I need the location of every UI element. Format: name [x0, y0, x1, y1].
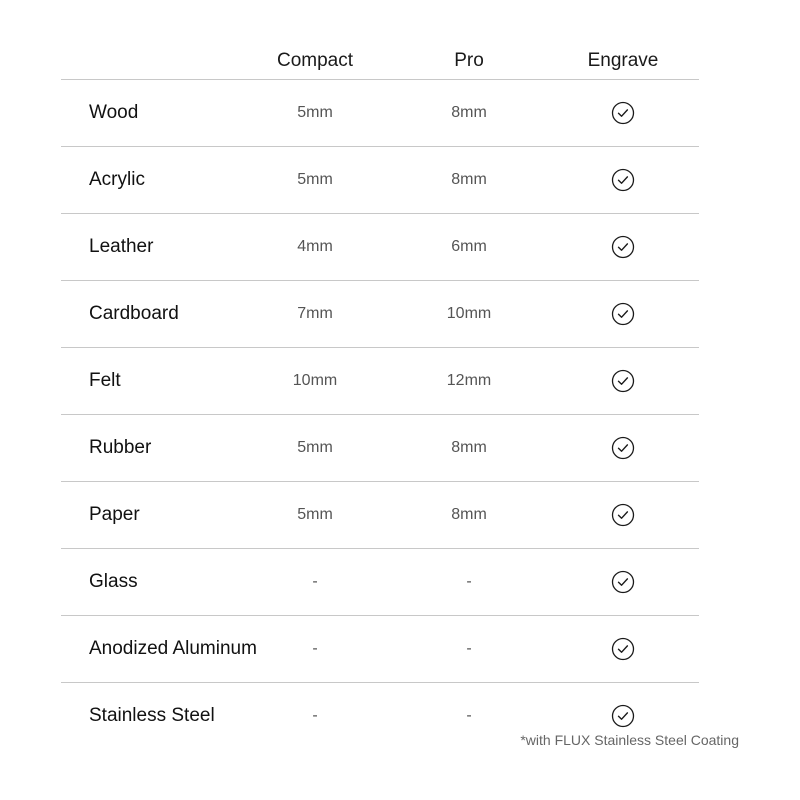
material-label: Rubber — [89, 437, 152, 458]
header-pro: Pro — [454, 50, 484, 71]
material-label: Glass — [89, 571, 138, 592]
pro-value: 12mm — [446, 372, 492, 389]
compact-value: - — [312, 640, 318, 657]
compact-value: 5mm — [297, 439, 333, 456]
check-circle-icon — [611, 570, 635, 594]
check-circle-icon — [611, 637, 635, 661]
check-circle-icon — [611, 302, 635, 326]
pro-value: 10mm — [446, 305, 492, 322]
table-row — [61, 348, 699, 415]
material-label: Paper — [89, 504, 140, 525]
header-engrave: Engrave — [587, 50, 659, 71]
compact-value: 5mm — [297, 104, 333, 121]
check-circle-icon — [611, 436, 635, 460]
footnote: *with FLUX Stainless Steel Coating — [520, 732, 739, 748]
material-label: Felt — [89, 370, 121, 391]
check-circle-icon — [611, 235, 635, 259]
material-label: Wood — [89, 102, 139, 123]
material-label: Cardboard — [89, 303, 179, 324]
table-row — [61, 147, 699, 214]
check-circle-icon — [611, 503, 635, 527]
table-row — [61, 549, 699, 616]
compact-value: 7mm — [297, 305, 333, 322]
compact-value: 5mm — [297, 506, 333, 523]
compact-value: - — [312, 573, 318, 590]
compact-value: 4mm — [297, 238, 333, 255]
pro-value: 6mm — [451, 238, 487, 255]
check-circle-icon — [611, 168, 635, 192]
check-circle-icon — [611, 369, 635, 393]
check-circle-icon — [611, 704, 635, 728]
table-row — [61, 80, 699, 147]
check-circle-icon — [611, 101, 635, 125]
table-row — [61, 214, 699, 281]
compact-value: - — [312, 707, 318, 724]
table-row — [61, 281, 699, 348]
table-row — [61, 482, 699, 549]
pro-value: - — [466, 573, 472, 590]
table-row — [61, 616, 699, 683]
material-label: Leather — [89, 236, 154, 257]
compact-value: 10mm — [292, 372, 338, 389]
pro-value: - — [466, 707, 472, 724]
materials-table — [61, 40, 699, 749]
pro-value: 8mm — [451, 104, 487, 121]
pro-value: - — [466, 640, 472, 657]
material-label: Stainless Steel — [89, 705, 215, 726]
compact-value: 5mm — [297, 171, 333, 188]
material-label: Anodized Aluminum — [89, 638, 257, 659]
table-header — [61, 40, 699, 80]
header-compact: Compact — [276, 50, 354, 71]
pro-value: 8mm — [451, 171, 487, 188]
table-row — [61, 415, 699, 482]
pro-value: 8mm — [451, 506, 487, 523]
material-label: Acrylic — [89, 169, 145, 190]
pro-value: 8mm — [451, 439, 487, 456]
